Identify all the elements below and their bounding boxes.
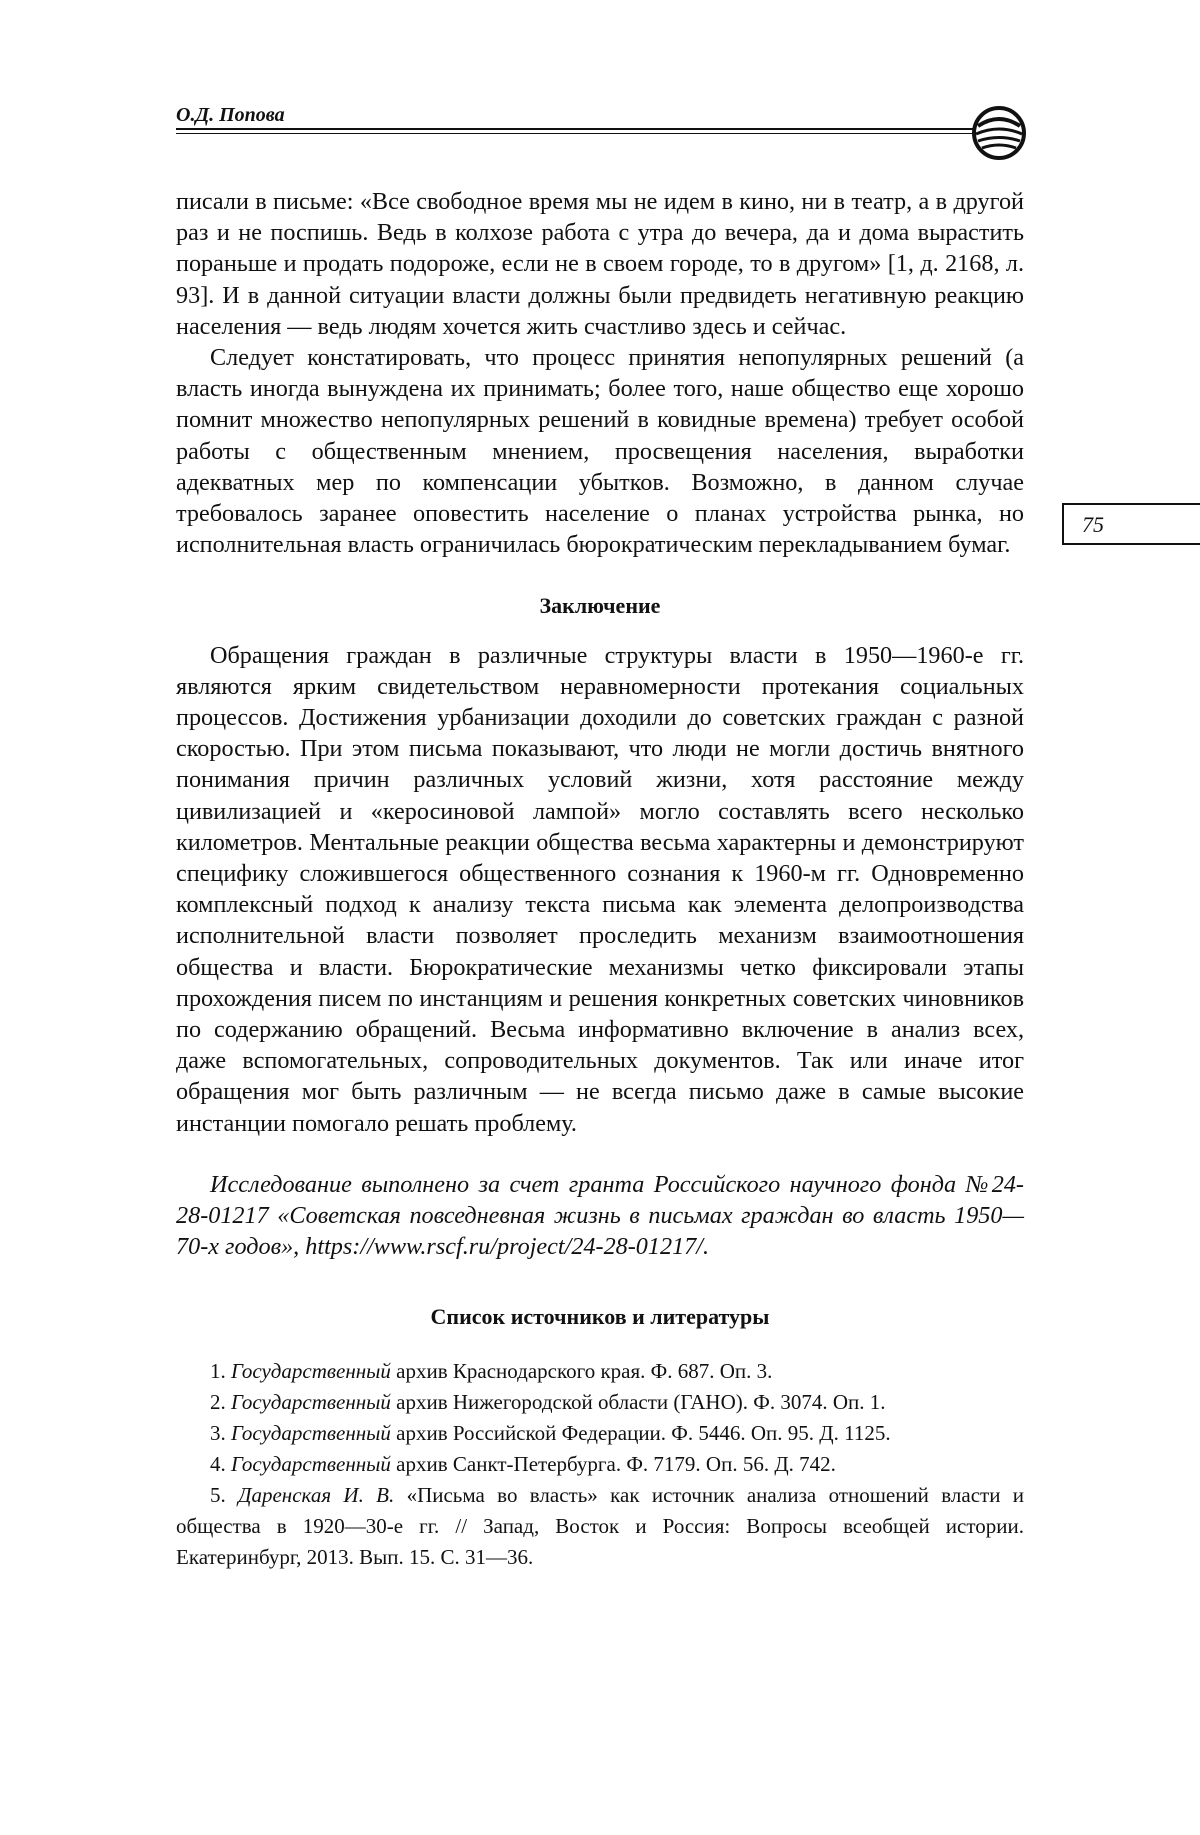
reference-list [176,1356,1024,1573]
reference-item: 4. Государственный архив Санкт-Петербурга. Ф. 7179. Оп. 56. Д. 742. [210,1451,836,1476]
body-paragraph: писали в письме: «Все свободное время мы не идем в кино, ни в театр, а в другой раз и не поспишь. Ведь в колхозе работа с утра до вечера, да и дома вырастить пораньше и продать подороже, если не в своем городе, то в другом» [1, д. 2168, л. 93]. И в данной ситуации власти должны были предвидеть негативную реакцию населения — ведь людям хочется жить счастливо здесь и сейчас. [176,188,1024,340]
main-text [176,186,1024,1573]
journal-logo-icon [970,104,1028,162]
grant-acknowledgement: Исследование выполнено за счет гранта Российского научного фонда №24-28-01217 «Советская повседневная жизнь в письмах граждан во власть 1950—70-х годов», https://www.rscf.ru/project/24-28-01217/. [176,1170,1024,1261]
section-heading-references: Список источников и литературы [430,1303,770,1329]
reference-item: 2. Государственный архив Нижегородской области (ГАНО). Ф. 3074. Оп. 1. [210,1389,886,1414]
reference-item: 3. Государственный архив Российской Федерации. Ф. 5446. Оп. 95. Д. 1125. [210,1420,891,1445]
page-number-tab [1062,503,1200,545]
section-heading-conclusion: Заключение [539,593,661,619]
reference-item: 1. Государственный архив Краснодарского края. Ф. 687. Оп. 3. [210,1358,773,1383]
reference-item: 5. Даренская И. В. «Письма во власть» как источник анализа отношений власти и общества в 1920—30-е гг. // Запад, Восток и Россия: Вопросы всеобщей истории. Екатеринбург, 2013. Вып. 15. С. 31—36. [176,1482,1024,1569]
body-paragraph: Следует констатировать, что процесс принятия непопулярных решений (а власть иногда вынуждена их принимать; более того, наше общество еще хорошо помнит множество непопулярных решений в ковидные времена) требует особой работы с общественным мнением, просвещения населения, выработки адекватных мер по компенсации убытков. Возможно, в данном случае требовалось заранее оповестить население о планах устройства рынка, но исполнительная власть ограничилась бюрократическим перекладыванием бумаг. [176,344,1024,559]
body-paragraph: Обращения граждан в различные структуры власти в 1950—1960-е гг. являются ярким свидетельством неравномерности протекания социальных процессов. Достижения урбанизации доходили до советских граждан с разной скоростью. При этом письма показывают, что люди не могли достичь внятного понимания причин различных условий жизни, хотя расстояние между цивилизацией и «керосиновой лампой» могло составлять всего несколько километров. Ментальные реакции общества весьма характерны и демонстрируют специфику сложившегося общественного сознания к 1960-м гг. Одновременно комплексный подход к анализу текста письма как элемента делопроизводства исполнительной власти позволяет проследить механизм взаимоотношения общества и власти. Бюрократические механизмы четко фиксировали этапы прохождения писем по инстанциям и решения конкретных советских чиновников по содержанию обращений. Весьма информативно включение в анализ всех, даже вспомогательных, сопроводительных документов. Так или иначе итог обращения мог быть различным — не всегда письмо даже в самые высокие инстанции помогало решать проблему. [176,641,1024,1137]
page-number: 75 [1082,512,1104,537]
running-head-author: О.Д. Попова [176,104,285,126]
header-rule [176,128,974,134]
